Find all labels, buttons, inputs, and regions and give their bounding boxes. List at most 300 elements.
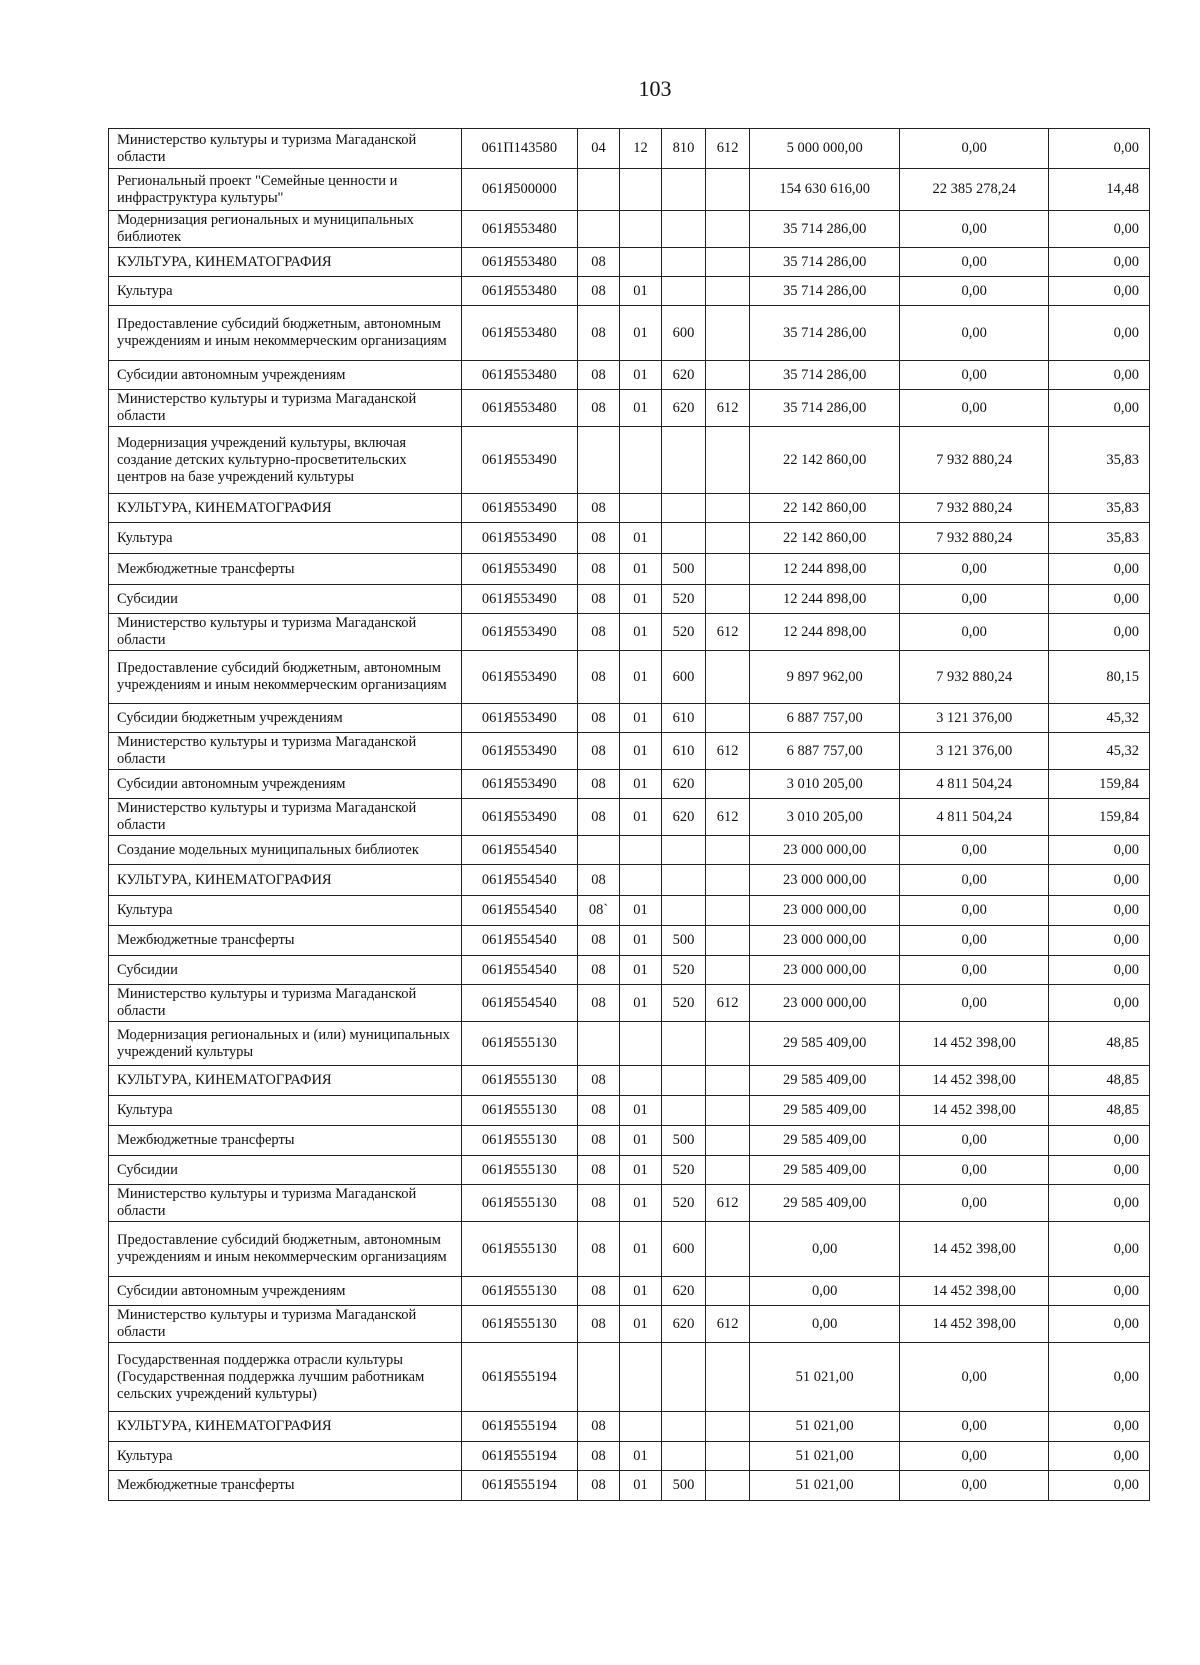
- table-row: [109, 494, 1150, 523]
- table-row: [109, 1185, 1150, 1222]
- execution-percent-cell: 159,84: [1049, 799, 1150, 836]
- table-row: [109, 770, 1150, 799]
- section-code-cell: 08: [578, 554, 620, 585]
- expense-type-code-cell: [662, 494, 706, 523]
- target-article-code-cell: 061Я553490: [461, 554, 577, 585]
- table-row: [109, 799, 1150, 836]
- grbs-code-cell: [706, 361, 750, 390]
- planned-amount-cell: 0,00: [750, 1306, 900, 1343]
- target-article-code-cell: 061Я500000: [461, 169, 577, 211]
- expense-type-code-cell: [662, 1412, 706, 1442]
- expense-type-code-cell: 620: [662, 1306, 706, 1343]
- expense-type-code-cell: [662, 1096, 706, 1126]
- grbs-code-cell: [706, 1066, 750, 1096]
- subsection-code-cell: [620, 1412, 662, 1442]
- subsection-code-cell: [620, 494, 662, 523]
- executed-amount-cell: 0,00: [900, 1185, 1049, 1222]
- planned-amount-cell: 22 142 860,00: [750, 427, 900, 494]
- target-article-code-cell: 061Я554540: [461, 896, 577, 926]
- planned-amount-cell: 0,00: [750, 1222, 900, 1277]
- planned-amount-cell: 9 897 962,00: [750, 651, 900, 704]
- execution-percent-cell: 0,00: [1049, 836, 1150, 865]
- subsection-code-cell: 01: [620, 1277, 662, 1306]
- subsection-code-cell: 01: [620, 361, 662, 390]
- planned-amount-cell: 12 244 898,00: [750, 585, 900, 614]
- target-article-code-cell: 061Я555130: [461, 1126, 577, 1156]
- planned-amount-cell: 12 244 898,00: [750, 554, 900, 585]
- planned-amount-cell: 6 887 757,00: [750, 733, 900, 770]
- grbs-code-cell: [706, 554, 750, 585]
- table-row: [109, 836, 1150, 865]
- table-row: [109, 523, 1150, 554]
- planned-amount-cell: 154 630 616,00: [750, 169, 900, 211]
- row-name-cell: Министерство культуры и туризма Магаданской области: [109, 614, 462, 651]
- grbs-code-cell: [706, 1277, 750, 1306]
- table-row: [109, 956, 1150, 985]
- expense-type-code-cell: 500: [662, 1126, 706, 1156]
- section-code-cell: 08`: [578, 896, 620, 926]
- target-article-code-cell: 061Я553490: [461, 770, 577, 799]
- subsection-code-cell: [620, 427, 662, 494]
- row-name-cell: КУЛЬТУРА, КИНЕМАТОГРАФИЯ: [109, 865, 462, 896]
- execution-percent-cell: 0,00: [1049, 985, 1150, 1022]
- expense-type-code-cell: 620: [662, 799, 706, 836]
- grbs-code-cell: [706, 1126, 750, 1156]
- execution-percent-cell: 0,00: [1049, 1277, 1150, 1306]
- execution-percent-cell: 35,83: [1049, 494, 1150, 523]
- planned-amount-cell: 29 585 409,00: [750, 1185, 900, 1222]
- grbs-code-cell: [706, 896, 750, 926]
- planned-amount-cell: 6 887 757,00: [750, 704, 900, 733]
- target-article-code-cell: 061Я555194: [461, 1471, 577, 1501]
- grbs-code-cell: [706, 926, 750, 956]
- grbs-code-cell: [706, 1471, 750, 1501]
- grbs-code-cell: [706, 1156, 750, 1185]
- table-row: [109, 427, 1150, 494]
- section-code-cell: 08: [578, 956, 620, 985]
- row-name-cell: Министерство культуры и туризма Магаданской области: [109, 799, 462, 836]
- row-name-cell: Субсидии: [109, 585, 462, 614]
- table-row: [109, 704, 1150, 733]
- execution-percent-cell: 48,85: [1049, 1066, 1150, 1096]
- expense-type-code-cell: 610: [662, 704, 706, 733]
- subsection-code-cell: 01: [620, 1126, 662, 1156]
- target-article-code-cell: 061Я554540: [461, 865, 577, 896]
- grbs-code-cell: 612: [706, 129, 750, 169]
- target-article-code-cell: 061Я555130: [461, 1022, 577, 1066]
- planned-amount-cell: 22 142 860,00: [750, 494, 900, 523]
- executed-amount-cell: 14 452 398,00: [900, 1277, 1049, 1306]
- executed-amount-cell: 0,00: [900, 277, 1049, 306]
- expense-type-code-cell: [662, 211, 706, 248]
- executed-amount-cell: 7 932 880,24: [900, 494, 1049, 523]
- section-code-cell: 08: [578, 1185, 620, 1222]
- row-name-cell: Модернизация региональных и муниципальных библиотек: [109, 211, 462, 248]
- section-code-cell: 08: [578, 985, 620, 1022]
- planned-amount-cell: 3 010 205,00: [750, 770, 900, 799]
- execution-percent-cell: 159,84: [1049, 770, 1150, 799]
- subsection-code-cell: 01: [620, 523, 662, 554]
- table-row: [109, 1156, 1150, 1185]
- section-code-cell: 08: [578, 1277, 620, 1306]
- executed-amount-cell: 0,00: [900, 1442, 1049, 1471]
- executed-amount-cell: 4 811 504,24: [900, 799, 1049, 836]
- grbs-code-cell: [706, 704, 750, 733]
- subsection-code-cell: 01: [620, 733, 662, 770]
- row-name-cell: Государственная поддержка отрасли культуры (Государственная поддержка лучшим работникам сельских учреждений культуры): [109, 1343, 462, 1412]
- target-article-code-cell: 061Я553490: [461, 585, 577, 614]
- subsection-code-cell: 01: [620, 1096, 662, 1126]
- section-code-cell: 08: [578, 614, 620, 651]
- table-row: [109, 361, 1150, 390]
- table-row: [109, 1022, 1150, 1066]
- executed-amount-cell: 0,00: [900, 585, 1049, 614]
- subsection-code-cell: [620, 1022, 662, 1066]
- row-name-cell: Межбюджетные трансферты: [109, 554, 462, 585]
- section-code-cell: [578, 427, 620, 494]
- section-code-cell: 08: [578, 1306, 620, 1343]
- target-article-code-cell: 061Я553480: [461, 306, 577, 361]
- grbs-code-cell: [706, 169, 750, 211]
- subsection-code-cell: 01: [620, 985, 662, 1022]
- section-code-cell: 08: [578, 585, 620, 614]
- subsection-code-cell: 01: [620, 799, 662, 836]
- grbs-code-cell: 612: [706, 390, 750, 427]
- executed-amount-cell: 0,00: [900, 956, 1049, 985]
- target-article-code-cell: 061Я553490: [461, 733, 577, 770]
- subsection-code-cell: 01: [620, 926, 662, 956]
- executed-amount-cell: 0,00: [900, 129, 1049, 169]
- row-name-cell: Министерство культуры и туризма Магаданской области: [109, 1185, 462, 1222]
- section-code-cell: 08: [578, 494, 620, 523]
- expense-type-code-cell: 620: [662, 770, 706, 799]
- executed-amount-cell: 7 932 880,24: [900, 523, 1049, 554]
- subsection-code-cell: 01: [620, 306, 662, 361]
- expense-type-code-cell: 500: [662, 554, 706, 585]
- executed-amount-cell: 0,00: [900, 554, 1049, 585]
- row-name-cell: КУЛЬТУРА, КИНЕМАТОГРАФИЯ: [109, 248, 462, 277]
- planned-amount-cell: 35 714 286,00: [750, 306, 900, 361]
- grbs-code-cell: [706, 523, 750, 554]
- table-row: [109, 926, 1150, 956]
- table-row: [109, 585, 1150, 614]
- execution-percent-cell: 48,85: [1049, 1022, 1150, 1066]
- row-name-cell: Модернизация учреждений культуры, включая создание детских культурно-просветительских центров на базе учреждений культуры: [109, 427, 462, 494]
- execution-percent-cell: 0,00: [1049, 306, 1150, 361]
- grbs-code-cell: [706, 494, 750, 523]
- expense-type-code-cell: 500: [662, 926, 706, 956]
- table-row: [109, 614, 1150, 651]
- table-row: [109, 390, 1150, 427]
- planned-amount-cell: 23 000 000,00: [750, 896, 900, 926]
- execution-percent-cell: 0,00: [1049, 614, 1150, 651]
- section-code-cell: 08: [578, 1471, 620, 1501]
- planned-amount-cell: 5 000 000,00: [750, 129, 900, 169]
- expense-type-code-cell: 620: [662, 1277, 706, 1306]
- target-article-code-cell: 061Я553490: [461, 651, 577, 704]
- row-name-cell: Министерство культуры и туризма Магаданской области: [109, 1306, 462, 1343]
- section-code-cell: 08: [578, 1412, 620, 1442]
- table-row: [109, 985, 1150, 1022]
- section-code-cell: 08: [578, 248, 620, 277]
- execution-percent-cell: 0,00: [1049, 896, 1150, 926]
- expense-type-code-cell: [662, 169, 706, 211]
- execution-percent-cell: 0,00: [1049, 1156, 1150, 1185]
- subsection-code-cell: 01: [620, 1442, 662, 1471]
- executed-amount-cell: 0,00: [900, 836, 1049, 865]
- subsection-code-cell: 01: [620, 1185, 662, 1222]
- execution-percent-cell: 0,00: [1049, 1185, 1150, 1222]
- planned-amount-cell: 12 244 898,00: [750, 614, 900, 651]
- executed-amount-cell: 0,00: [900, 614, 1049, 651]
- row-name-cell: Культура: [109, 896, 462, 926]
- target-article-code-cell: 061Я554540: [461, 926, 577, 956]
- executed-amount-cell: 0,00: [900, 1126, 1049, 1156]
- row-name-cell: КУЛЬТУРА, КИНЕМАТОГРАФИЯ: [109, 494, 462, 523]
- execution-percent-cell: 0,00: [1049, 277, 1150, 306]
- row-name-cell: Межбюджетные трансферты: [109, 1126, 462, 1156]
- planned-amount-cell: 35 714 286,00: [750, 248, 900, 277]
- execution-percent-cell: 14,48: [1049, 169, 1150, 211]
- target-article-code-cell: 061Я555194: [461, 1343, 577, 1412]
- expense-type-code-cell: [662, 1442, 706, 1471]
- section-code-cell: 08: [578, 704, 620, 733]
- target-article-code-cell: 061Я553490: [461, 523, 577, 554]
- planned-amount-cell: 51 021,00: [750, 1471, 900, 1501]
- subsection-code-cell: 01: [620, 554, 662, 585]
- executed-amount-cell: 4 811 504,24: [900, 770, 1049, 799]
- table-row: [109, 1442, 1150, 1471]
- execution-percent-cell: 0,00: [1049, 956, 1150, 985]
- row-name-cell: Межбюджетные трансферты: [109, 926, 462, 956]
- execution-percent-cell: 45,32: [1049, 733, 1150, 770]
- section-code-cell: 08: [578, 1096, 620, 1126]
- table-row: [109, 1277, 1150, 1306]
- section-code-cell: 08: [578, 1156, 620, 1185]
- row-name-cell: Министерство культуры и туризма Магаданской области: [109, 985, 462, 1022]
- executed-amount-cell: 0,00: [900, 248, 1049, 277]
- planned-amount-cell: 23 000 000,00: [750, 956, 900, 985]
- planned-amount-cell: 3 010 205,00: [750, 799, 900, 836]
- expense-type-code-cell: 600: [662, 651, 706, 704]
- section-code-cell: 08: [578, 1066, 620, 1096]
- budget-table: [108, 128, 1150, 1501]
- execution-percent-cell: 0,00: [1049, 1442, 1150, 1471]
- grbs-code-cell: 612: [706, 985, 750, 1022]
- subsection-code-cell: [620, 169, 662, 211]
- table-row: [109, 554, 1150, 585]
- row-name-cell: Субсидии бюджетным учреждениям: [109, 704, 462, 733]
- table-row: [109, 1222, 1150, 1277]
- row-name-cell: Модернизация региональных и (или) муниципальных учреждений культуры: [109, 1022, 462, 1066]
- execution-percent-cell: 0,00: [1049, 1471, 1150, 1501]
- budget-table-body: [109, 129, 1150, 1501]
- grbs-code-cell: [706, 427, 750, 494]
- subsection-code-cell: 01: [620, 585, 662, 614]
- planned-amount-cell: 51 021,00: [750, 1412, 900, 1442]
- subsection-code-cell: [620, 1343, 662, 1412]
- grbs-code-cell: [706, 1222, 750, 1277]
- planned-amount-cell: 35 714 286,00: [750, 390, 900, 427]
- target-article-code-cell: 061Я553480: [461, 361, 577, 390]
- execution-percent-cell: 0,00: [1049, 248, 1150, 277]
- row-name-cell: Предоставление субсидий бюджетным, автономным учреждениям и иным некоммерческим организациям: [109, 306, 462, 361]
- section-code-cell: 08: [578, 390, 620, 427]
- grbs-code-cell: [706, 1442, 750, 1471]
- planned-amount-cell: 0,00: [750, 1277, 900, 1306]
- expense-type-code-cell: 600: [662, 1222, 706, 1277]
- grbs-code-cell: [706, 651, 750, 704]
- expense-type-code-cell: 520: [662, 614, 706, 651]
- grbs-code-cell: [706, 211, 750, 248]
- expense-type-code-cell: 520: [662, 956, 706, 985]
- executed-amount-cell: 0,00: [900, 1156, 1049, 1185]
- table-row: [109, 1343, 1150, 1412]
- table-row: [109, 169, 1150, 211]
- expense-type-code-cell: [662, 836, 706, 865]
- target-article-code-cell: 061Я554540: [461, 836, 577, 865]
- subsection-code-cell: [620, 1066, 662, 1096]
- executed-amount-cell: 0,00: [900, 1343, 1049, 1412]
- grbs-code-cell: [706, 248, 750, 277]
- row-name-cell: Субсидии автономным учреждениям: [109, 770, 462, 799]
- table-row: [109, 248, 1150, 277]
- planned-amount-cell: 29 585 409,00: [750, 1066, 900, 1096]
- row-name-cell: Культура: [109, 277, 462, 306]
- row-name-cell: Министерство культуры и туризма Магаданской области: [109, 733, 462, 770]
- expense-type-code-cell: [662, 865, 706, 896]
- section-code-cell: 08: [578, 523, 620, 554]
- section-code-cell: 08: [578, 799, 620, 836]
- target-article-code-cell: 061П143580: [461, 129, 577, 169]
- planned-amount-cell: 29 585 409,00: [750, 1126, 900, 1156]
- row-name-cell: Межбюджетные трансферты: [109, 1471, 462, 1501]
- executed-amount-cell: 3 121 376,00: [900, 704, 1049, 733]
- target-article-code-cell: 061Я554540: [461, 956, 577, 985]
- planned-amount-cell: 22 142 860,00: [750, 523, 900, 554]
- target-article-code-cell: 061Я553490: [461, 614, 577, 651]
- target-article-code-cell: 061Я555130: [461, 1277, 577, 1306]
- executed-amount-cell: 0,00: [900, 390, 1049, 427]
- subsection-code-cell: 01: [620, 1306, 662, 1343]
- grbs-code-cell: 612: [706, 614, 750, 651]
- section-code-cell: [578, 169, 620, 211]
- execution-percent-cell: 0,00: [1049, 1343, 1150, 1412]
- grbs-code-cell: [706, 956, 750, 985]
- subsection-code-cell: 01: [620, 651, 662, 704]
- planned-amount-cell: 35 714 286,00: [750, 277, 900, 306]
- grbs-code-cell: [706, 770, 750, 799]
- table-row: [109, 896, 1150, 926]
- execution-percent-cell: 0,00: [1049, 1126, 1150, 1156]
- executed-amount-cell: 0,00: [900, 865, 1049, 896]
- target-article-code-cell: 061Я554540: [461, 985, 577, 1022]
- row-name-cell: Культура: [109, 523, 462, 554]
- table-row: [109, 1412, 1150, 1442]
- execution-percent-cell: 35,83: [1049, 523, 1150, 554]
- expense-type-code-cell: [662, 277, 706, 306]
- section-code-cell: [578, 211, 620, 248]
- subsection-code-cell: 01: [620, 896, 662, 926]
- subsection-code-cell: 01: [620, 1156, 662, 1185]
- row-name-cell: Субсидии: [109, 1156, 462, 1185]
- subsection-code-cell: 01: [620, 770, 662, 799]
- section-code-cell: 08: [578, 651, 620, 704]
- expense-type-code-cell: 500: [662, 1471, 706, 1501]
- planned-amount-cell: 29 585 409,00: [750, 1022, 900, 1066]
- executed-amount-cell: 0,00: [900, 896, 1049, 926]
- execution-percent-cell: 35,83: [1049, 427, 1150, 494]
- executed-amount-cell: 0,00: [900, 361, 1049, 390]
- grbs-code-cell: [706, 836, 750, 865]
- execution-percent-cell: 45,32: [1049, 704, 1150, 733]
- row-name-cell: Культура: [109, 1096, 462, 1126]
- target-article-code-cell: 061Я553480: [461, 390, 577, 427]
- executed-amount-cell: 0,00: [900, 985, 1049, 1022]
- executed-amount-cell: 14 452 398,00: [900, 1022, 1049, 1066]
- section-code-cell: 08: [578, 277, 620, 306]
- expense-type-code-cell: [662, 523, 706, 554]
- grbs-code-cell: [706, 277, 750, 306]
- table-row: [109, 651, 1150, 704]
- executed-amount-cell: 14 452 398,00: [900, 1306, 1049, 1343]
- expense-type-code-cell: [662, 427, 706, 494]
- section-code-cell: 08: [578, 1442, 620, 1471]
- target-article-code-cell: 061Я555194: [461, 1442, 577, 1471]
- subsection-code-cell: [620, 211, 662, 248]
- executed-amount-cell: 7 932 880,24: [900, 427, 1049, 494]
- row-name-cell: Предоставление субсидий бюджетным, автономным учреждениям и иным некоммерческим организациям: [109, 1222, 462, 1277]
- section-code-cell: [578, 1343, 620, 1412]
- subsection-code-cell: 12: [620, 129, 662, 169]
- planned-amount-cell: 23 000 000,00: [750, 985, 900, 1022]
- execution-percent-cell: 0,00: [1049, 926, 1150, 956]
- executed-amount-cell: 0,00: [900, 926, 1049, 956]
- section-code-cell: 08: [578, 865, 620, 896]
- target-article-code-cell: 061Я555194: [461, 1412, 577, 1442]
- executed-amount-cell: 14 452 398,00: [900, 1066, 1049, 1096]
- subsection-code-cell: 01: [620, 277, 662, 306]
- section-code-cell: [578, 836, 620, 865]
- executed-amount-cell: 0,00: [900, 1471, 1049, 1501]
- grbs-code-cell: [706, 865, 750, 896]
- section-code-cell: [578, 1022, 620, 1066]
- grbs-code-cell: 612: [706, 733, 750, 770]
- target-article-code-cell: 061Я555130: [461, 1096, 577, 1126]
- section-code-cell: 08: [578, 1222, 620, 1277]
- table-row: [109, 865, 1150, 896]
- table-row: [109, 1096, 1150, 1126]
- table-row: [109, 1066, 1150, 1096]
- expense-type-code-cell: [662, 248, 706, 277]
- section-code-cell: 08: [578, 770, 620, 799]
- executed-amount-cell: 0,00: [900, 1412, 1049, 1442]
- execution-percent-cell: 80,15: [1049, 651, 1150, 704]
- expense-type-code-cell: 520: [662, 1156, 706, 1185]
- grbs-code-cell: [706, 1343, 750, 1412]
- execution-percent-cell: 0,00: [1049, 129, 1150, 169]
- expense-type-code-cell: 600: [662, 306, 706, 361]
- target-article-code-cell: 061Я553490: [461, 427, 577, 494]
- expense-type-code-cell: 520: [662, 985, 706, 1022]
- executed-amount-cell: 0,00: [900, 306, 1049, 361]
- executed-amount-cell: 14 452 398,00: [900, 1096, 1049, 1126]
- target-article-code-cell: 061Я555130: [461, 1306, 577, 1343]
- table-row: [109, 129, 1150, 169]
- section-code-cell: 08: [578, 1126, 620, 1156]
- execution-percent-cell: 0,00: [1049, 1306, 1150, 1343]
- subsection-code-cell: 01: [620, 390, 662, 427]
